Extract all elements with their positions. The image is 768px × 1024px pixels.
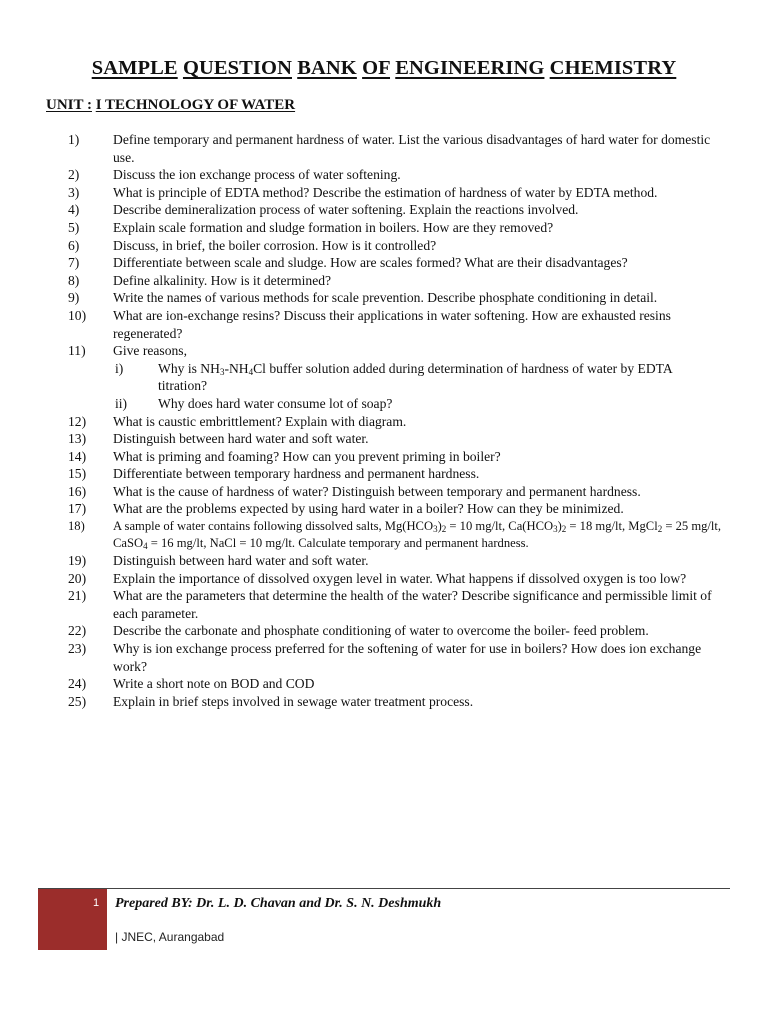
question-item xyxy=(0,272,768,290)
footer-divider xyxy=(38,888,730,889)
sub-question-text: Why does hard water consume lot of soap? xyxy=(158,395,393,411)
sub-question-number: i) xyxy=(115,360,124,376)
unit-heading xyxy=(46,97,295,114)
question-text: Give reasons, xyxy=(113,343,187,359)
question-number: 23) xyxy=(68,641,87,657)
question-number: 5) xyxy=(68,219,80,235)
document-title xyxy=(0,57,768,80)
sub-question-text: Why is $NH_3-NH_4Cl$ buffer solution added during determination of hardness of water by EDTA titration? xyxy=(158,360,672,394)
question-number: 16) xyxy=(68,483,87,499)
question-number: 11) xyxy=(68,343,86,359)
question-number: 3) xyxy=(68,184,80,200)
question-item xyxy=(0,184,768,202)
question-text: Discuss the ion exchange process of water softening. xyxy=(113,167,401,183)
question-text: Explain scale formation and sludge formation in boilers. How are they removed? xyxy=(113,219,554,235)
sub-question-item xyxy=(0,395,768,413)
question-text: Distinguish between hard water and soft water. xyxy=(113,553,369,569)
question-number: 8) xyxy=(68,272,80,288)
question-item xyxy=(0,219,768,237)
question-item xyxy=(0,622,768,640)
question-item xyxy=(0,448,768,466)
question-text: Differentiate between temporary hardness and permanent hardness. xyxy=(113,466,480,482)
prepared-by: Prepared BY: Dr. L. D. Chavan and Dr. S. N. Deshmukh xyxy=(115,896,442,911)
question-number: 2) xyxy=(68,167,80,183)
title-word: SAMPLE xyxy=(91,57,178,79)
question-item xyxy=(0,166,768,184)
question-number: 4) xyxy=(68,202,80,218)
question-text: What are the problems expected by using hard water in a boiler? How can they be minimized. xyxy=(113,501,624,517)
question-text: What are the parameters that determine the health of the water? Describe significance and permissible limit of each parameter. xyxy=(113,588,712,621)
question-item xyxy=(0,131,768,166)
question-text: What is the cause of hardness of water? Distinguish between temporary and permanent hardness. xyxy=(113,483,641,499)
question-text: Define alkalinity. How is it determined? xyxy=(113,272,332,288)
question-number: 17) xyxy=(68,501,87,517)
question-number: 15) xyxy=(68,466,87,482)
question-number: 10) xyxy=(68,307,87,323)
question-text: What is priming and foaming? How can you prevent priming in boiler? xyxy=(113,448,501,464)
page-number: 1 xyxy=(93,897,100,909)
question-item xyxy=(0,289,768,307)
title-word: CHEMISTRY xyxy=(549,57,677,79)
question-item xyxy=(0,483,768,501)
question-text: Write the names of various methods for scale prevention. Describe phosphate conditioning in detail. xyxy=(113,290,658,306)
question-item xyxy=(0,342,768,360)
question-number: 13) xyxy=(68,431,87,447)
question-text: Define temporary and permanent hardness of water. List the various disadvantages of hard water for domestic use. xyxy=(113,132,711,165)
question-number: 19) xyxy=(68,553,87,569)
question-item xyxy=(0,518,768,552)
question-number: 25) xyxy=(68,693,87,709)
question-number: 9) xyxy=(68,290,80,306)
question-item xyxy=(0,693,768,711)
question-text: Write a short note on BOD and COD xyxy=(113,676,315,692)
unit-title: I TECHNOLOGY OF WATER xyxy=(95,97,296,113)
title-word: OF xyxy=(362,57,391,79)
question-list xyxy=(0,131,768,710)
question-text: Differentiate between scale and sludge. How are scales formed? What are their disadvantages? xyxy=(113,255,628,271)
sub-question-item xyxy=(0,360,768,395)
question-text: What is caustic embrittlement? Explain with diagram. xyxy=(113,413,407,429)
question-item xyxy=(0,201,768,219)
sub-question-number: ii) xyxy=(115,395,128,411)
question-item xyxy=(0,430,768,448)
question-item xyxy=(0,307,768,342)
question-text: Discuss, in brief, the boiler corrosion. How is it controlled? xyxy=(113,237,437,253)
question-text: A sample of water contains following dissolved salts, $Mg(HCO_3)_2 = 10$ mg/lt, $Ca(HCO_3)_2 = 18$ mg/lt, MgCl$_2$ = 25 mg/lt, CaSO$_4$ = 16 mg/lt, NaCl = 10 mg/lt. Calculate temporary and permanent hardness. xyxy=(113,519,722,552)
question-text: Describe the carbonate and phosphate conditioning of water to overcome the boiler- feed problem. xyxy=(113,623,649,639)
question-number: 24) xyxy=(68,676,87,692)
question-item xyxy=(0,552,768,570)
question-number: 20) xyxy=(68,570,87,586)
question-item xyxy=(0,500,768,518)
question-number: 12) xyxy=(68,413,87,429)
question-number: 21) xyxy=(68,588,87,604)
question-item xyxy=(0,587,768,622)
question-number: 22) xyxy=(68,623,87,639)
question-number: 18) xyxy=(68,519,85,534)
question-number: 14) xyxy=(68,448,87,464)
question-item xyxy=(0,675,768,693)
question-item xyxy=(0,413,768,431)
title-word: QUESTION xyxy=(182,57,292,79)
question-text: Why is ion exchange process preferred for the softening of water for use in boilers? How does ion exchange work? xyxy=(113,641,702,674)
question-number: 1) xyxy=(68,132,80,147)
unit-label: UNIT : xyxy=(46,97,92,113)
title-word: BANK xyxy=(297,57,357,79)
question-text: Explain the importance of dissolved oxygen level in water. What happens if dissolved oxygen is too low? xyxy=(113,570,687,586)
title-word: ENGINEERING xyxy=(395,57,545,79)
question-item xyxy=(0,465,768,483)
question-text: Describe demineralization process of water softening. Explain the reactions involved. xyxy=(113,202,579,218)
question-text: What are ion-exchange resins? Discuss their applications in water softening. How are exhausted resins regenerated? xyxy=(113,307,671,341)
institution-name: | JNEC, Aurangabad xyxy=(115,930,225,944)
question-item xyxy=(0,640,768,675)
question-number: 7) xyxy=(68,255,80,271)
question-text: What is principle of EDTA method? Describe the estimation of hardness of water by EDTA method. xyxy=(113,184,658,200)
question-item xyxy=(0,237,768,255)
question-text: Distinguish between hard water and soft water. xyxy=(113,431,369,447)
question-item xyxy=(0,570,768,588)
question-number: 6) xyxy=(68,237,80,253)
question-item xyxy=(0,254,768,272)
question-text: Explain in brief steps involved in sewage water treatment process. xyxy=(113,693,474,709)
